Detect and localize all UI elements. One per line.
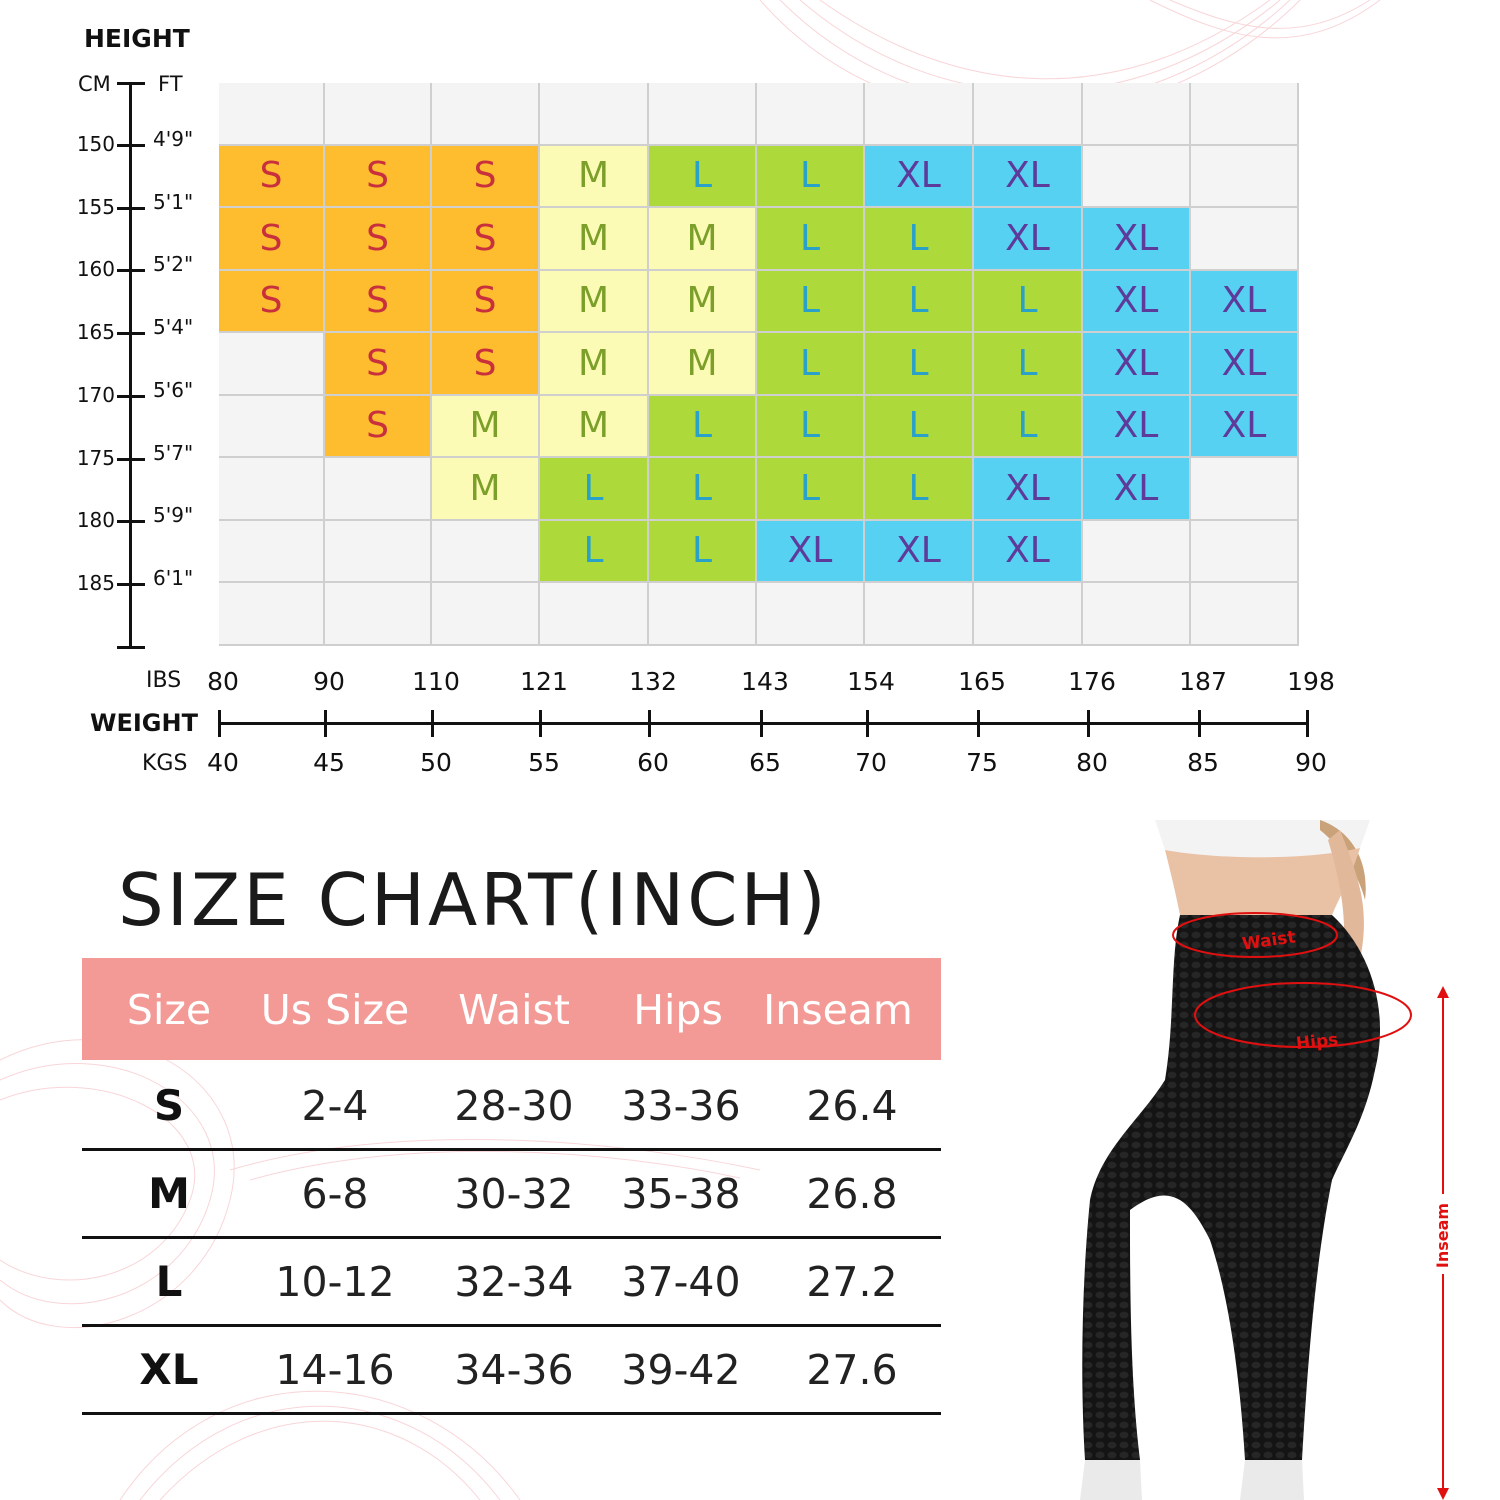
empty-cell — [1191, 83, 1299, 146]
kgs-tick-label: 60 — [637, 748, 669, 777]
size-cell-l: L — [757, 271, 865, 334]
empty-cell — [540, 83, 649, 146]
waist-cell: 34-36 — [454, 1346, 574, 1394]
hips-cell: 39-42 — [621, 1346, 741, 1394]
size-cell-xl: XL — [1083, 208, 1191, 271]
kgs-tick-label: 65 — [749, 748, 781, 777]
size-cell: XL — [139, 1345, 199, 1394]
size-cell-xl: XL — [1191, 333, 1299, 396]
empty-cell — [1191, 146, 1299, 209]
weight-tick-mark — [648, 710, 651, 737]
empty-cell — [432, 83, 540, 146]
empty-cell — [649, 83, 757, 146]
kgs-tick-label: 90 — [1295, 748, 1327, 777]
lbs-tick-label: 80 — [207, 667, 239, 696]
cm-tick-label: 160 — [76, 257, 115, 281]
height-tick-mark — [117, 395, 145, 398]
column-header-inseam: Inseam — [763, 986, 913, 1034]
empty-cell — [219, 83, 325, 146]
weight-tick-mark — [431, 710, 434, 737]
height-axis-top-tick — [117, 82, 145, 85]
empty-cell — [865, 583, 974, 646]
waist-cell: 30-32 — [454, 1170, 574, 1218]
hips-label: Hips — [1295, 1029, 1340, 1055]
ft-tick-label: 5'2" — [153, 252, 194, 276]
kgs-tick-label: 80 — [1076, 748, 1108, 777]
empty-cell — [1191, 583, 1299, 646]
size-cell-s: S — [432, 208, 540, 271]
height-axis-line — [129, 82, 132, 648]
size-cell-xl: XL — [865, 146, 974, 209]
size-cell-m: M — [540, 271, 649, 334]
size-cell-l: L — [649, 146, 757, 209]
size-cell-l: L — [757, 333, 865, 396]
empty-cell — [219, 521, 325, 584]
size-cell-s: S — [219, 208, 325, 271]
lbs-tick-label: 176 — [1068, 667, 1116, 696]
empty-cell — [1083, 521, 1191, 584]
size-cell-xl: XL — [1191, 396, 1299, 459]
us-size-cell: 6-8 — [301, 1170, 369, 1218]
weight-tick-mark — [218, 710, 221, 737]
column-header-hips: Hips — [633, 986, 723, 1034]
size-cell: S — [153, 1081, 185, 1130]
size-cell-s: S — [219, 146, 325, 209]
cm-unit-label: CM — [78, 72, 111, 96]
size-cell-m: M — [649, 333, 757, 396]
size-cell-l: L — [865, 333, 974, 396]
size-cell-xl: XL — [757, 521, 865, 584]
height-tick-mark — [117, 520, 145, 523]
us-size-cell: 14-16 — [275, 1346, 395, 1394]
size-cell: M — [148, 1169, 190, 1218]
size-cell-l: L — [540, 521, 649, 584]
table-row — [82, 1060, 941, 1151]
size-cell-m: M — [540, 333, 649, 396]
size-cell-s: S — [432, 333, 540, 396]
empty-cell — [1083, 583, 1191, 646]
empty-cell — [540, 583, 649, 646]
size-cell-l: L — [757, 396, 865, 459]
size-cell-xl: XL — [1083, 396, 1191, 459]
height-axis-bottom-tick — [117, 646, 145, 649]
inseam-cell: 26.8 — [806, 1170, 898, 1218]
empty-cell — [1191, 458, 1299, 521]
height-tick-mark — [117, 269, 145, 272]
height-tick-mark — [117, 458, 145, 461]
inseam-cell: 27.6 — [806, 1346, 898, 1394]
empty-cell — [1191, 521, 1299, 584]
weight-tick-mark — [866, 710, 869, 737]
size-cell-s: S — [432, 271, 540, 334]
lbs-tick-label: 187 — [1179, 667, 1227, 696]
weight-tick-mark — [539, 710, 542, 737]
ft-tick-label: 6'1" — [153, 566, 194, 590]
size-cell-s: S — [219, 271, 325, 334]
ft-tick-label: 5'9" — [153, 503, 194, 527]
table-row — [82, 1236, 941, 1327]
kgs-tick-label: 75 — [966, 748, 998, 777]
waist-label: Waist — [1240, 927, 1297, 955]
empty-cell — [757, 583, 865, 646]
cm-tick-label: 180 — [76, 508, 115, 532]
size-cell-l: L — [865, 208, 974, 271]
size-cell-l: L — [865, 396, 974, 459]
size-cell-l: L — [974, 396, 1083, 459]
empty-cell — [219, 583, 325, 646]
height-axis-title: HEIGHT — [84, 24, 190, 53]
lbs-tick-label: 110 — [412, 667, 460, 696]
size-cell-l: L — [757, 208, 865, 271]
empty-cell — [757, 83, 865, 146]
size-cell-l: L — [757, 146, 865, 209]
size-cell-l: L — [865, 271, 974, 334]
empty-cell — [865, 83, 974, 146]
size-cell-l: L — [649, 458, 757, 521]
inseam-cell: 27.2 — [806, 1258, 898, 1306]
size-cell-s: S — [325, 396, 432, 459]
empty-cell — [1191, 208, 1299, 271]
lbs-unit-label: IBS — [146, 668, 182, 693]
height-tick-mark — [117, 207, 145, 210]
weight-axis-title: WEIGHT — [90, 709, 198, 737]
size-chart-title: SIZE CHART(INCH) — [118, 858, 829, 942]
waist-cell: 28-30 — [454, 1082, 574, 1130]
cm-tick-label: 175 — [76, 446, 115, 470]
size-cell-m: M — [649, 208, 757, 271]
size-cell-m: M — [540, 208, 649, 271]
ft-unit-label: FT — [158, 72, 183, 96]
size-cell: L — [155, 1257, 183, 1306]
empty-cell — [974, 83, 1083, 146]
size-cell-l: L — [974, 333, 1083, 396]
size-cell-s: S — [325, 333, 432, 396]
empty-cell — [325, 583, 432, 646]
size-cell-l: L — [974, 271, 1083, 334]
empty-cell — [325, 458, 432, 521]
weight-axis-line — [218, 722, 1308, 725]
inseam-label: Inseam — [1433, 1202, 1453, 1269]
us-size-cell: 2-4 — [301, 1082, 369, 1130]
size-cell-m: M — [540, 146, 649, 209]
weight-tick-mark — [1198, 710, 1201, 737]
size-cell-l: L — [865, 458, 974, 521]
lbs-tick-label: 143 — [741, 667, 789, 696]
table-row — [82, 1324, 941, 1415]
empty-cell — [974, 583, 1083, 646]
size-cell-l: L — [649, 521, 757, 584]
size-cell-xl: XL — [974, 208, 1083, 271]
size-cell-s: S — [432, 146, 540, 209]
weight-tick-mark — [324, 710, 327, 737]
empty-cell — [432, 521, 540, 584]
weight-tick-mark — [760, 710, 763, 737]
cm-tick-label: 170 — [76, 383, 115, 407]
empty-cell — [432, 583, 540, 646]
cm-tick-label: 185 — [76, 571, 115, 595]
hips-cell: 37-40 — [621, 1258, 741, 1306]
inseam-cell: 26.4 — [806, 1082, 898, 1130]
weight-tick-mark — [977, 710, 980, 737]
kgs-unit-label: KGS — [142, 751, 188, 776]
size-cell-m: M — [649, 271, 757, 334]
ft-tick-label: 5'6" — [153, 378, 194, 402]
size-cell-xl: XL — [1083, 271, 1191, 334]
lbs-tick-label: 198 — [1287, 667, 1335, 696]
size-cell-xl: XL — [1191, 271, 1299, 334]
height-tick-mark — [117, 144, 145, 147]
size-cell-xl: XL — [865, 521, 974, 584]
size-cell-m: M — [540, 396, 649, 459]
table-row — [82, 1148, 941, 1239]
height-tick-mark — [117, 332, 145, 335]
kgs-tick-label: 85 — [1187, 748, 1219, 777]
kgs-tick-label: 70 — [855, 748, 887, 777]
kgs-tick-label: 45 — [313, 748, 345, 777]
size-cell-l: L — [649, 396, 757, 459]
lbs-tick-label: 121 — [520, 667, 568, 696]
lbs-tick-label: 165 — [958, 667, 1006, 696]
column-header-us-size: Us Size — [260, 986, 410, 1034]
size-cell-l: L — [757, 458, 865, 521]
cm-tick-label: 165 — [76, 320, 115, 344]
ft-tick-label: 4'9" — [153, 127, 194, 151]
size-cell-xl: XL — [974, 521, 1083, 584]
size-cell-s: S — [325, 271, 432, 334]
ft-tick-label: 5'4" — [153, 315, 194, 339]
size-cell-xl: XL — [1083, 458, 1191, 521]
size-table-header — [82, 958, 941, 1060]
kgs-tick-label: 50 — [420, 748, 452, 777]
empty-cell — [1083, 83, 1191, 146]
lbs-tick-label: 154 — [847, 667, 895, 696]
size-cell-xl: XL — [1083, 333, 1191, 396]
size-cell-s: S — [325, 146, 432, 209]
hips-cell: 35-38 — [621, 1170, 741, 1218]
empty-cell — [219, 333, 325, 396]
lbs-tick-label: 132 — [629, 667, 677, 696]
size-grid — [219, 83, 1299, 646]
column-header-waist: Waist — [458, 986, 570, 1034]
waist-cell: 32-34 — [454, 1258, 574, 1306]
size-cell-s: S — [325, 208, 432, 271]
hips-cell: 33-36 — [621, 1082, 741, 1130]
lbs-tick-label: 90 — [313, 667, 345, 696]
size-cell-m: M — [432, 396, 540, 459]
empty-cell — [649, 583, 757, 646]
empty-cell — [325, 521, 432, 584]
height-tick-mark — [117, 583, 145, 586]
ft-tick-label: 5'7" — [153, 441, 194, 465]
empty-cell — [219, 396, 325, 459]
ft-tick-label: 5'1" — [153, 190, 194, 214]
us-size-cell: 10-12 — [275, 1258, 395, 1306]
size-cell-xl: XL — [974, 458, 1083, 521]
column-header-size: Size — [126, 986, 212, 1034]
empty-cell — [1083, 146, 1191, 209]
kgs-tick-label: 55 — [528, 748, 560, 777]
empty-cell — [219, 458, 325, 521]
weight-tick-mark — [1306, 710, 1309, 737]
empty-cell — [325, 83, 432, 146]
kgs-tick-label: 40 — [207, 748, 239, 777]
weight-tick-mark — [1087, 710, 1090, 737]
leggings-model-illustration — [1070, 820, 1470, 1500]
cm-tick-label: 155 — [76, 195, 115, 219]
size-cell-m: M — [432, 458, 540, 521]
size-cell-xl: XL — [974, 146, 1083, 209]
size-cell-l: L — [540, 458, 649, 521]
cm-tick-label: 150 — [76, 132, 115, 156]
